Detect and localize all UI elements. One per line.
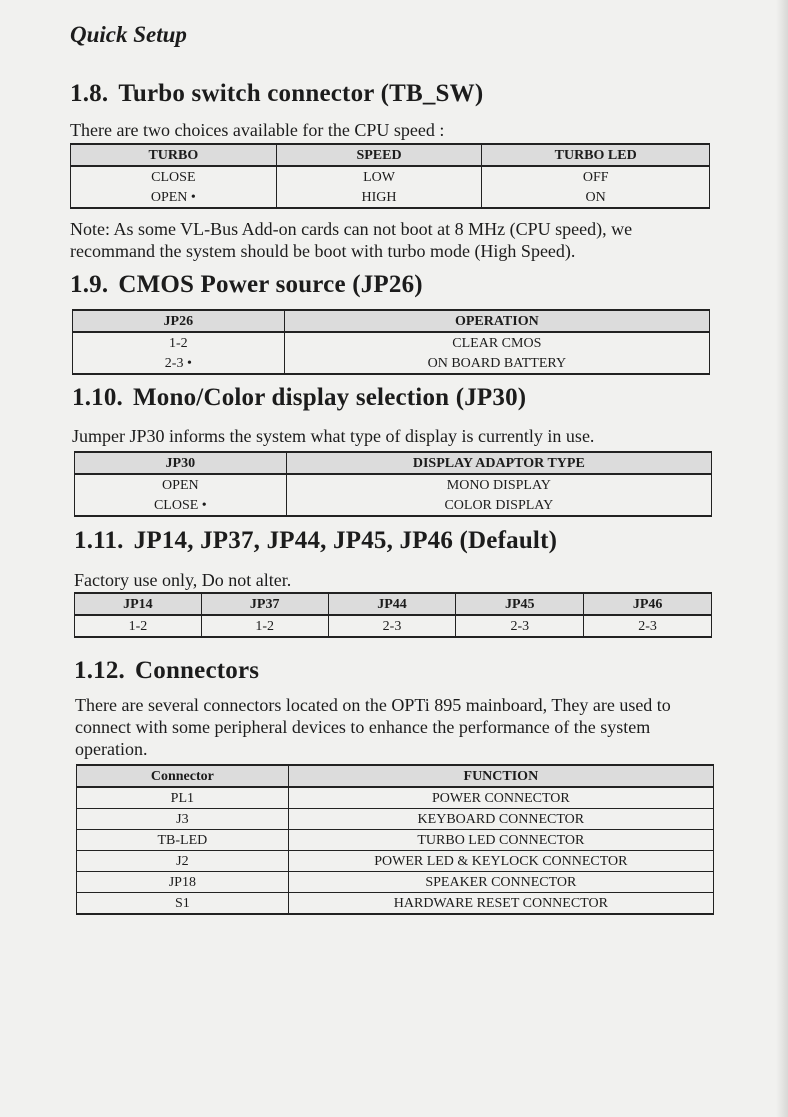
section-1-12-heading xyxy=(74,657,259,685)
table-header-cell: TURBO LED xyxy=(482,144,710,166)
section-1-12-intro: There are several connectors located on the OPTi 895 mainboard, They are used to connect with some peripheral devices to enhance the performance of the system operation. xyxy=(75,695,671,759)
section-title: JP14, JP37, JP44, JP45, JP46 (Default) xyxy=(133,527,558,554)
table-row xyxy=(71,166,710,187)
table-cell: SPEAKER CONNECTOR xyxy=(288,872,713,893)
table-header-cell: Connector xyxy=(77,765,289,787)
table-header-cell: JP26 xyxy=(73,310,285,332)
table-cell: ON xyxy=(482,187,710,208)
table-row xyxy=(77,830,714,851)
table-cell: 2-3 xyxy=(456,615,584,637)
table-cell: MONO DISPLAY xyxy=(286,474,711,495)
table-cell: HIGH xyxy=(276,187,482,208)
section-title: Turbo switch connector (TB_SW) xyxy=(118,80,484,107)
table-row xyxy=(75,474,712,495)
table-row xyxy=(73,332,710,353)
table-cell: POWER LED & KEYLOCK CONNECTOR xyxy=(288,851,713,872)
scan-edge-shadow xyxy=(776,0,788,1117)
table-header-cell: SPEED xyxy=(276,144,482,166)
section-1-9-heading xyxy=(70,271,423,299)
table-cell: ON BOARD BATTERY xyxy=(284,353,709,374)
section-1-8-heading xyxy=(70,80,483,108)
section-1-10-heading xyxy=(72,384,526,412)
table-cell: 2-3 xyxy=(328,615,456,637)
table-cell: CLOSE • xyxy=(75,495,287,516)
table-cell: CLEAR CMOS xyxy=(284,332,709,353)
table-cell: PL1 xyxy=(77,787,289,809)
table-header-cell: DISPLAY ADAPTOR TYPE xyxy=(286,452,711,474)
table-header-row xyxy=(75,593,712,615)
section-title: CMOS Power source (JP26) xyxy=(118,271,423,298)
table-cell: 1-2 xyxy=(73,332,285,353)
table-header-cell: JP30 xyxy=(75,452,287,474)
table-row xyxy=(75,495,712,516)
table-row xyxy=(77,787,714,809)
table-row xyxy=(77,809,714,830)
table-header-cell: JP45 xyxy=(456,593,584,615)
factory-jumpers-table xyxy=(74,592,712,638)
table-cell: TB-LED xyxy=(77,830,289,851)
table-cell: 2-3 • xyxy=(73,353,285,374)
table-header-cell: JP14 xyxy=(75,593,202,615)
table-cell: 2-3 xyxy=(584,615,712,637)
table-header-row xyxy=(75,452,712,474)
table-header-cell: JP44 xyxy=(328,593,456,615)
table-header-row xyxy=(71,144,710,166)
table-cell: 1-2 xyxy=(75,615,202,637)
table-cell: OPEN xyxy=(75,474,287,495)
turbo-table xyxy=(70,143,710,209)
table-cell: 1-2 xyxy=(201,615,328,637)
table-cell: COLOR DISPLAY xyxy=(286,495,711,516)
table-header-cell: TURBO xyxy=(71,144,277,166)
section-title: Mono/Color display selection (JP30) xyxy=(133,384,527,411)
table-cell: OPEN • xyxy=(71,187,277,208)
section-1-11-intro: Factory use only, Do not alter. xyxy=(74,570,292,590)
table-cell: HARDWARE RESET CONNECTOR xyxy=(288,893,713,915)
table-header-cell: JP46 xyxy=(584,593,712,615)
table-header-cell: OPERATION xyxy=(284,310,709,332)
table-cell: OFF xyxy=(482,166,710,187)
section-number: 1.9. xyxy=(70,271,109,298)
section-number: 1.8. xyxy=(70,80,109,107)
table-cell: J3 xyxy=(77,809,289,830)
section-1-11-heading xyxy=(74,527,557,555)
section-number: 1.11. xyxy=(74,527,124,554)
table-row xyxy=(77,872,714,893)
table-row xyxy=(77,851,714,872)
section-number: 1.12. xyxy=(74,657,125,684)
section-title: Connectors xyxy=(135,657,260,684)
table-row xyxy=(77,893,714,915)
section-1-10-intro: Jumper JP30 informs the system what type of display is currently in use. xyxy=(72,426,595,446)
connectors-table xyxy=(76,764,714,915)
table-cell: J2 xyxy=(77,851,289,872)
table-cell: S1 xyxy=(77,893,289,915)
table-cell: TURBO LED CONNECTOR xyxy=(288,830,713,851)
section-1-8-intro: There are two choices available for the CPU speed : xyxy=(70,120,445,140)
table-header-row xyxy=(73,310,710,332)
running-head: Quick Setup xyxy=(70,22,187,47)
table-cell: CLOSE xyxy=(71,166,277,187)
table-row xyxy=(73,353,710,374)
table-header-cell: JP37 xyxy=(201,593,328,615)
table-cell: LOW xyxy=(276,166,482,187)
table-row xyxy=(71,187,710,208)
cmos-table xyxy=(72,309,710,375)
display-table xyxy=(74,451,712,517)
section-number: 1.10. xyxy=(72,384,123,411)
table-header-row xyxy=(77,765,714,787)
table-cell: JP18 xyxy=(77,872,289,893)
table-header-cell: FUNCTION xyxy=(288,765,713,787)
table-cell: KEYBOARD CONNECTOR xyxy=(288,809,713,830)
table-cell: POWER CONNECTOR xyxy=(288,787,713,809)
section-1-8-note: Note: As some VL-Bus Add-on cards can not boot at 8 MHz (CPU speed), we recommand the system should be boot with turbo mode (High Speed). xyxy=(70,219,633,261)
table-row xyxy=(75,615,712,637)
